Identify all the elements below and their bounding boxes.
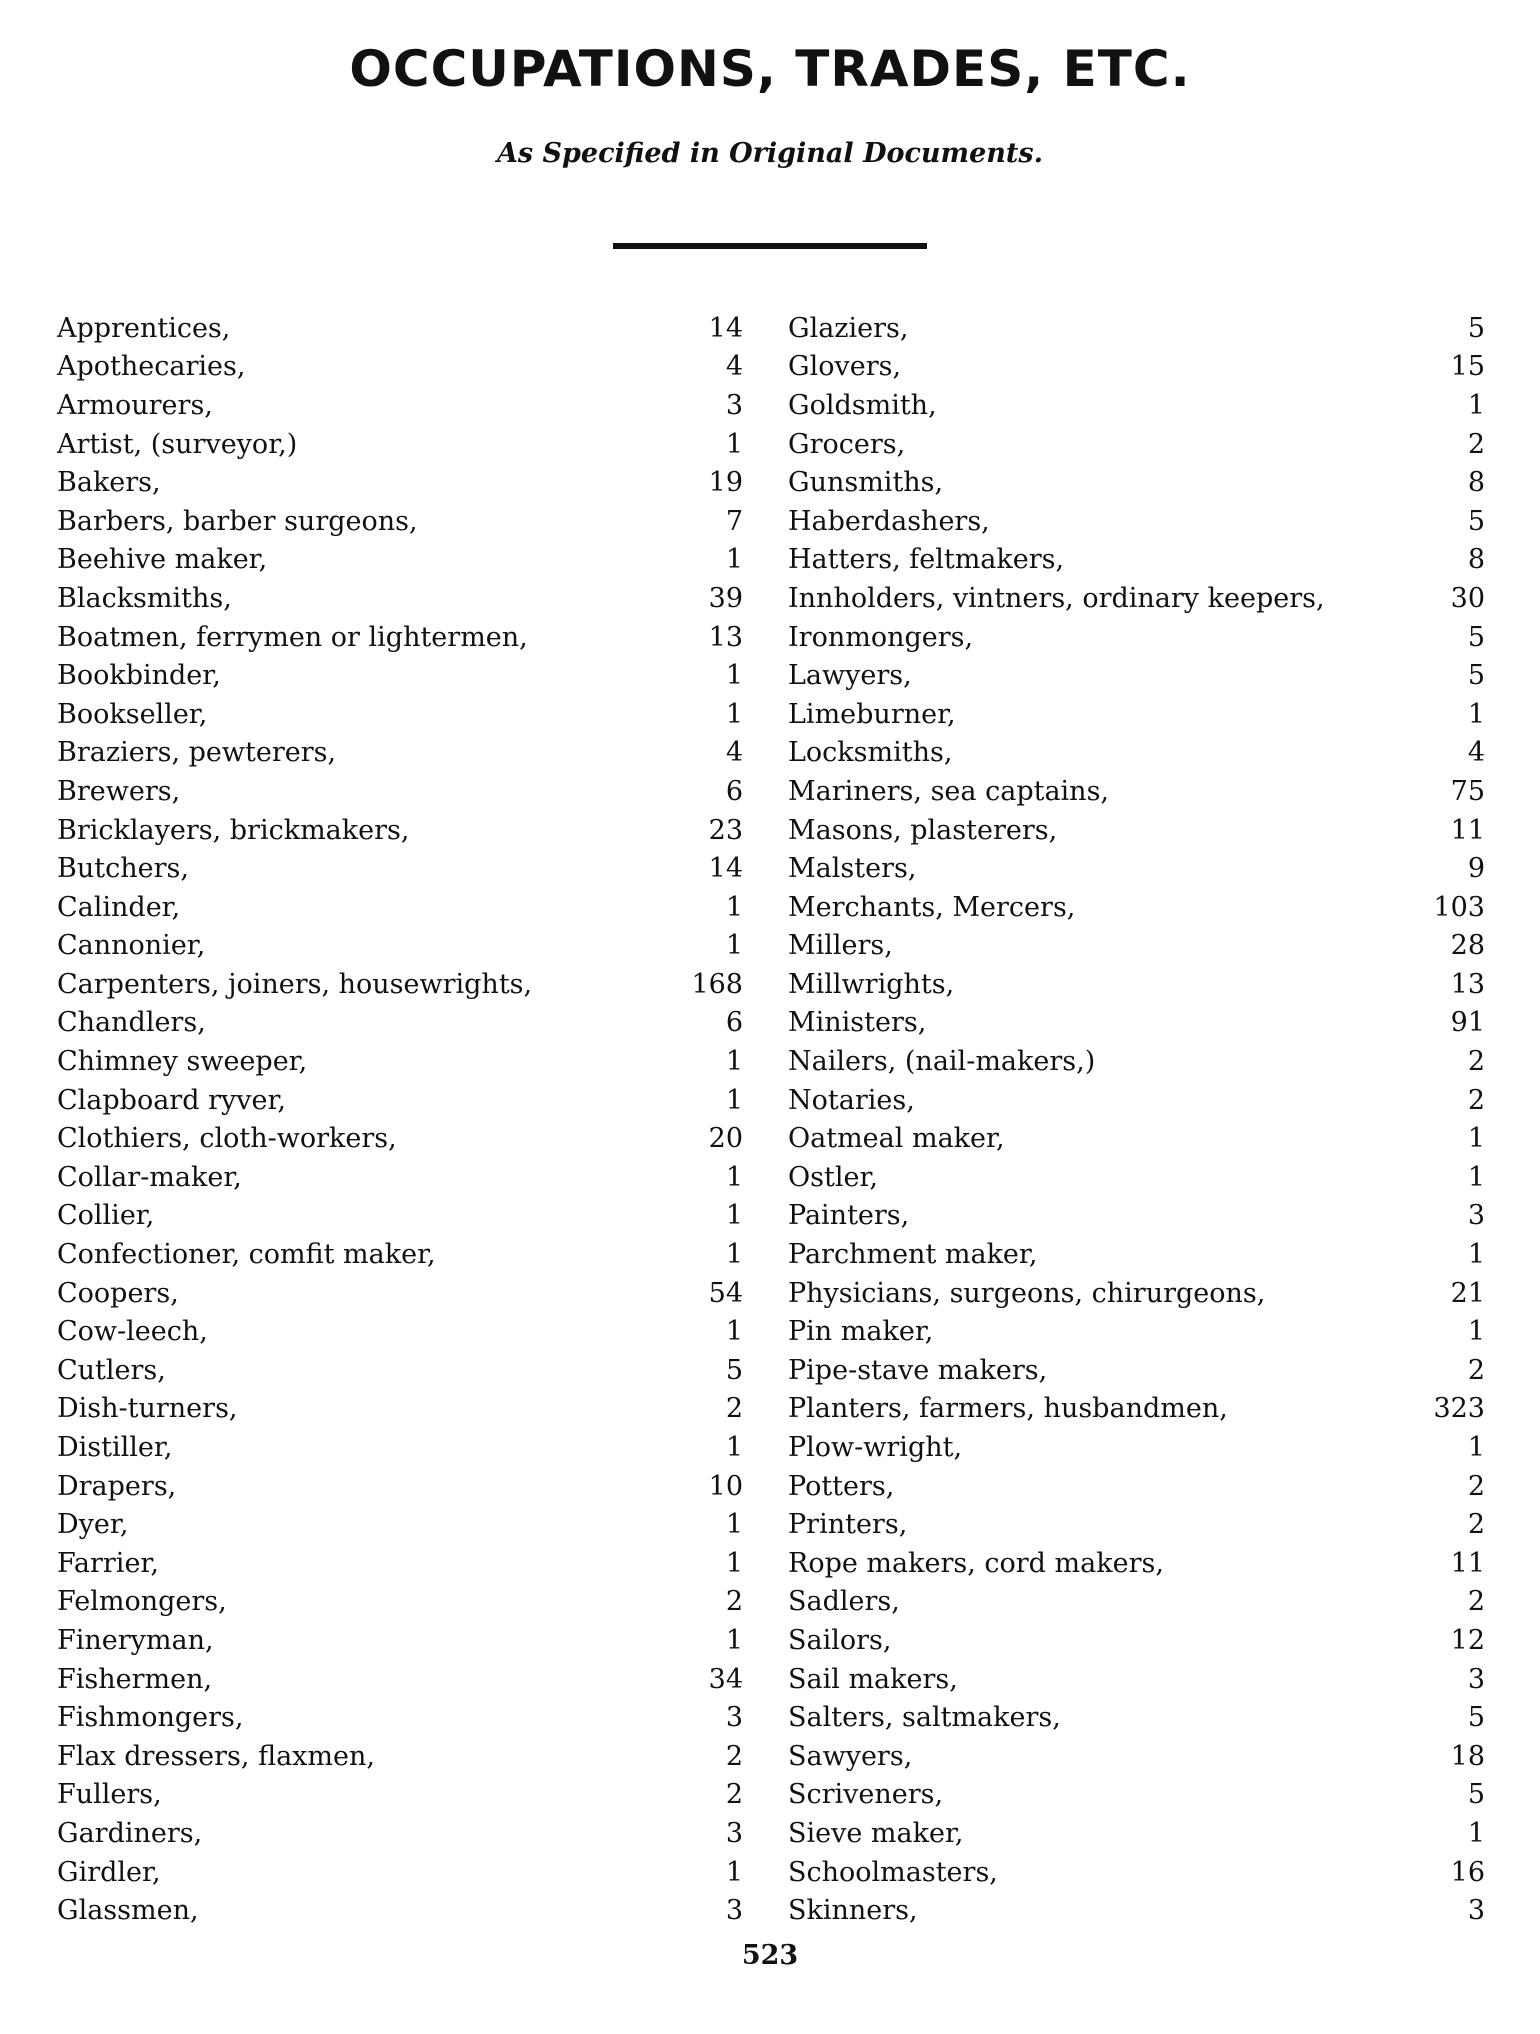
occupation-count: 4 — [1467, 737, 1485, 769]
occupation-count: 5 — [725, 1354, 743, 1386]
occupation-row — [788, 1312, 1485, 1351]
occupation-count: 39 — [708, 582, 743, 614]
occupation-count: 54 — [708, 1277, 743, 1309]
occupation-name: Gardiners, — [57, 1817, 203, 1849]
occupation-row — [788, 1660, 1485, 1699]
occupation-count: 3 — [725, 1702, 743, 1734]
occupation-count: 14 — [708, 312, 743, 344]
occupation-count: 1 — [725, 428, 743, 460]
occupation-name: Lawyers, — [788, 660, 912, 692]
occupation-count: 2 — [725, 1779, 743, 1811]
occupation-count: 14 — [708, 853, 743, 885]
occupation-row — [57, 1042, 743, 1081]
occupation-row — [788, 1428, 1485, 1467]
occupation-name: Chimney sweeper, — [57, 1046, 308, 1078]
occupation-row — [57, 656, 743, 695]
occupation-row — [57, 1621, 743, 1660]
occupation-name: Cutlers, — [57, 1354, 166, 1386]
occupation-count: 1 — [725, 660, 743, 692]
occupation-count: 4 — [725, 737, 743, 769]
occupation-row — [57, 618, 743, 657]
occupation-name: Innholders, vintners, ordinary keepers, — [788, 582, 1325, 614]
occupation-count: 5 — [1467, 660, 1485, 692]
occupation-row — [788, 1891, 1485, 1930]
occupation-count: 2 — [1467, 1470, 1485, 1502]
occupation-row — [57, 1081, 743, 1120]
occupation-row — [788, 1698, 1485, 1737]
occupation-count: 28 — [1450, 930, 1485, 962]
occupation-count: 3 — [1467, 1663, 1485, 1695]
occupation-name: Butchers, — [57, 853, 189, 885]
occupation-name: Fineryman, — [57, 1624, 214, 1656]
occupation-row — [57, 1312, 743, 1351]
occupation-row — [788, 1235, 1485, 1274]
occupation-row — [57, 965, 743, 1004]
occupation-count: 5 — [1467, 312, 1485, 344]
occupation-row — [57, 1158, 743, 1197]
occupation-count: 1 — [1467, 389, 1485, 421]
occupation-count: 10 — [708, 1470, 743, 1502]
occupation-row — [57, 1853, 743, 1892]
occupation-name: Schoolmasters, — [788, 1856, 998, 1888]
occupation-name: Clapboard ryver, — [57, 1084, 286, 1116]
occupation-row — [788, 1737, 1485, 1776]
occupation-row — [788, 1351, 1485, 1390]
occupation-row — [57, 386, 743, 425]
occupation-count: 1 — [725, 1624, 743, 1656]
occupation-name: Glassmen, — [57, 1895, 199, 1927]
occupation-name: Coopers, — [57, 1277, 179, 1309]
occupation-name: Physicians, surgeons, chirurgeons, — [788, 1277, 1266, 1309]
occupation-count: 6 — [725, 1007, 743, 1039]
occupation-name: Ironmongers, — [788, 621, 974, 653]
occupation-count: 1 — [725, 1046, 743, 1078]
occupation-name: Braziers, pewterers, — [57, 737, 337, 769]
occupation-name: Chandlers, — [57, 1007, 206, 1039]
occupation-count: 1 — [725, 1200, 743, 1232]
occupation-count: 1 — [1467, 1316, 1485, 1348]
occupation-name: Fishermen, — [57, 1663, 213, 1695]
occupation-name: Apprentices, — [57, 312, 231, 344]
occupation-row — [57, 695, 743, 734]
occupation-name: Fishmongers, — [57, 1702, 244, 1734]
occupation-name: Collar-maker, — [57, 1161, 242, 1193]
occupation-name: Bookbinder, — [57, 660, 221, 692]
occupation-name: Bricklayers, brickmakers, — [57, 814, 410, 846]
occupation-count: 1 — [725, 1161, 743, 1193]
occupation-name: Millers, — [788, 930, 893, 962]
occupation-count: 1 — [1467, 1161, 1485, 1193]
occupation-count: 13 — [708, 621, 743, 653]
occupation-row — [788, 618, 1485, 657]
occupation-name: Artist, (surveyor,) — [57, 428, 298, 460]
occupation-name: Ostler, — [788, 1161, 878, 1193]
occupation-count: 8 — [1467, 544, 1485, 576]
occupation-count: 2 — [1467, 1046, 1485, 1078]
title-divider — [613, 243, 927, 249]
occupation-name: Distiller, — [57, 1432, 173, 1464]
occupation-name: Parchment maker, — [788, 1239, 1038, 1271]
occupation-count: 3 — [725, 1895, 743, 1927]
occupation-row — [788, 1004, 1485, 1043]
occupation-name: Cannonier, — [57, 930, 206, 962]
occupation-count: 20 — [708, 1123, 743, 1155]
occupation-name: Flax dressers, flaxmen, — [57, 1740, 375, 1772]
occupation-name: Planters, farmers, husbandmen, — [788, 1393, 1228, 1425]
occupation-row — [788, 811, 1485, 850]
occupation-count: 323 — [1433, 1393, 1485, 1425]
occupation-name: Confectioner, comfit maker, — [57, 1239, 436, 1271]
occupation-count: 168 — [691, 968, 743, 1000]
occupation-name: Felmongers, — [57, 1586, 227, 1618]
occupation-row — [788, 965, 1485, 1004]
occupation-name: Collier, — [57, 1200, 155, 1232]
occupation-count: 9 — [1467, 853, 1485, 885]
occupation-name: Pin maker, — [788, 1316, 934, 1348]
occupation-row — [57, 541, 743, 580]
occupation-name: Rope makers, cord makers, — [788, 1547, 1164, 1579]
occupation-count: 1 — [725, 930, 743, 962]
occupation-count: 91 — [1450, 1007, 1485, 1039]
occupation-count: 7 — [725, 505, 743, 537]
page-number: 523 — [741, 1940, 799, 1971]
occupation-name: Pipe-stave makers, — [788, 1354, 1048, 1386]
occupation-row — [57, 309, 743, 348]
occupation-name: Sawyers, — [788, 1740, 913, 1772]
occupation-name: Printers, — [788, 1509, 908, 1541]
occupation-name: Armourers, — [57, 389, 213, 421]
occupation-count: 23 — [708, 814, 743, 846]
occupation-count: 1 — [725, 891, 743, 923]
occupation-count: 34 — [708, 1663, 743, 1695]
occupation-name: Salters, saltmakers, — [788, 1702, 1061, 1734]
occupation-row — [788, 734, 1485, 773]
occupation-row — [788, 502, 1485, 541]
occupation-row — [57, 463, 743, 502]
occupation-name: Sieve maker, — [788, 1817, 964, 1849]
occupation-row — [788, 1197, 1485, 1236]
occupation-row — [788, 695, 1485, 734]
occupation-name: Glaziers, — [788, 312, 909, 344]
occupation-count: 3 — [725, 1817, 743, 1849]
occupation-count: 5 — [1467, 1779, 1485, 1811]
occupation-name: Scriveners, — [788, 1779, 944, 1811]
occupation-count: 21 — [1450, 1277, 1485, 1309]
occupation-row — [788, 772, 1485, 811]
occupation-name: Clothiers, cloth-workers, — [57, 1123, 397, 1155]
occupation-row — [788, 425, 1485, 464]
occupation-count: 13 — [1450, 968, 1485, 1000]
occupation-row — [788, 1158, 1485, 1197]
occupation-count: 1 — [725, 1316, 743, 1348]
occupation-name: Skinners, — [788, 1895, 918, 1927]
occupation-row — [57, 1776, 743, 1815]
occupation-row — [57, 888, 743, 927]
occupation-row — [57, 1467, 743, 1506]
occupation-count: 11 — [1450, 1547, 1485, 1579]
occupation-row — [57, 1390, 743, 1429]
occupation-row — [57, 849, 743, 888]
occupation-row — [57, 1235, 743, 1274]
occupation-count: 2 — [725, 1740, 743, 1772]
occupation-row — [57, 502, 743, 541]
occupation-row — [788, 1081, 1485, 1120]
occupation-row — [57, 811, 743, 850]
occupation-count: 18 — [1450, 1740, 1485, 1772]
occupation-count: 15 — [1450, 351, 1485, 383]
occupation-row — [57, 1737, 743, 1776]
occupation-name: Haberdashers, — [788, 505, 990, 537]
occupation-name: Sailors, — [788, 1624, 892, 1656]
occupation-count: 2 — [1467, 1084, 1485, 1116]
occupation-name: Bakers, — [57, 467, 161, 499]
occupation-count: 2 — [1467, 1354, 1485, 1386]
occupation-count: 1 — [725, 1547, 743, 1579]
occupation-count: 1 — [1467, 698, 1485, 730]
occupation-count: 1 — [1467, 1817, 1485, 1849]
occupation-row — [57, 1004, 743, 1043]
occupation-name: Millwrights, — [788, 968, 955, 1000]
occupation-name: Cow-leech, — [57, 1316, 208, 1348]
occupation-name: Merchants, Mercers, — [788, 891, 1076, 923]
occupation-row — [57, 1505, 743, 1544]
occupation-name: Farrier, — [57, 1547, 159, 1579]
left-column-list — [57, 309, 743, 1930]
occupation-row — [788, 888, 1485, 927]
occupation-name: Sail makers, — [788, 1663, 958, 1695]
occupation-row — [788, 541, 1485, 580]
occupation-row — [788, 348, 1485, 387]
occupation-name: Dyer, — [57, 1509, 129, 1541]
occupation-name: Barbers, barber surgeons, — [57, 505, 418, 537]
occupation-row — [788, 1119, 1485, 1158]
occupation-row — [788, 1621, 1485, 1660]
occupation-name: Blacksmiths, — [57, 582, 232, 614]
occupation-name: Limeburner, — [788, 698, 956, 730]
occupation-count: 1 — [725, 1856, 743, 1888]
page-title: OCCUPATIONS, TRADES, ETC. — [349, 40, 1191, 98]
occupation-name: Grocers, — [788, 428, 906, 460]
occupation-row — [57, 1544, 743, 1583]
occupation-name: Girdler, — [57, 1856, 161, 1888]
occupation-name: Potters, — [788, 1470, 895, 1502]
occupation-row — [788, 1544, 1485, 1583]
occupation-count: 2 — [1467, 428, 1485, 460]
occupation-count: 3 — [1467, 1200, 1485, 1232]
occupation-row — [788, 309, 1485, 348]
occupation-row — [788, 1814, 1485, 1853]
occupation-row — [788, 1776, 1485, 1815]
occupation-count: 1 — [725, 1084, 743, 1116]
occupation-count: 5 — [1467, 505, 1485, 537]
occupation-row — [57, 1428, 743, 1467]
occupation-row — [57, 927, 743, 966]
occupation-name: Malsters, — [788, 853, 917, 885]
occupation-count: 1 — [725, 698, 743, 730]
occupation-name: Masons, plasterers, — [788, 814, 1058, 846]
occupation-row — [788, 656, 1485, 695]
occupation-row — [788, 1467, 1485, 1506]
occupation-count: 1 — [725, 1509, 743, 1541]
occupation-row — [57, 1891, 743, 1930]
occupation-row — [57, 1119, 743, 1158]
occupation-name: Dish-turners, — [57, 1393, 238, 1425]
occupation-count: 3 — [1467, 1895, 1485, 1927]
occupation-count: 6 — [725, 775, 743, 807]
occupation-row — [788, 579, 1485, 618]
occupation-row — [57, 1197, 743, 1236]
occupation-count: 1 — [1467, 1239, 1485, 1271]
occupation-name: Drapers, — [57, 1470, 177, 1502]
occupation-name: Notaries, — [788, 1084, 915, 1116]
occupation-name: Painters, — [788, 1200, 910, 1232]
occupation-name: Oatmeal maker, — [788, 1123, 1005, 1155]
occupation-name: Boatmen, ferrymen or lightermen, — [57, 621, 528, 653]
occupation-name: Glovers, — [788, 351, 902, 383]
occupation-count: 2 — [725, 1393, 743, 1425]
occupation-name: Carpenters, joiners, housewrights, — [57, 968, 533, 1000]
occupation-name: Gunsmiths, — [788, 467, 944, 499]
occupation-count: 3 — [725, 389, 743, 421]
occupation-count: 8 — [1467, 467, 1485, 499]
occupation-name: Plow-wright, — [788, 1432, 963, 1464]
right-column-list — [788, 309, 1485, 1930]
occupation-row — [57, 1351, 743, 1390]
occupation-row — [57, 348, 743, 387]
occupation-name: Goldsmith, — [788, 389, 937, 421]
occupation-row — [57, 1274, 743, 1313]
occupation-name: Calinder, — [57, 891, 181, 923]
occupation-name: Apothecaries, — [57, 351, 246, 383]
occupation-row — [57, 772, 743, 811]
occupation-count: 1 — [725, 544, 743, 576]
occupation-row — [57, 1698, 743, 1737]
occupation-name: Ministers, — [788, 1007, 927, 1039]
page-subtitle: As Specified in Original Documents. — [496, 138, 1044, 169]
occupation-row — [788, 849, 1485, 888]
occupation-count: 19 — [708, 467, 743, 499]
occupation-name: Hatters, feltmakers, — [788, 544, 1065, 576]
occupation-row — [788, 386, 1485, 425]
occupation-count: 5 — [1467, 1702, 1485, 1734]
occupation-row — [788, 463, 1485, 502]
occupation-count: 2 — [1467, 1586, 1485, 1618]
occupation-count: 5 — [1467, 621, 1485, 653]
occupation-row — [57, 425, 743, 464]
occupation-row — [788, 1390, 1485, 1429]
occupation-row — [57, 579, 743, 618]
occupation-name: Locksmiths, — [788, 737, 953, 769]
occupation-name: Sadlers, — [788, 1586, 900, 1618]
occupation-count: 2 — [1467, 1509, 1485, 1541]
occupation-row — [57, 734, 743, 773]
occupation-count: 1 — [725, 1432, 743, 1464]
occupation-count: 11 — [1450, 814, 1485, 846]
occupation-count: 103 — [1433, 891, 1485, 923]
occupation-count: 12 — [1450, 1624, 1485, 1656]
occupation-count: 1 — [1467, 1123, 1485, 1155]
occupation-name: Brewers, — [57, 775, 181, 807]
occupation-count: 1 — [725, 1239, 743, 1271]
occupation-row — [57, 1814, 743, 1853]
occupation-count: 1 — [1467, 1432, 1485, 1464]
occupation-row — [788, 927, 1485, 966]
occupation-count: 4 — [725, 351, 743, 383]
occupation-row — [788, 1042, 1485, 1081]
occupation-count: 2 — [725, 1586, 743, 1618]
occupation-count: 16 — [1450, 1856, 1485, 1888]
occupation-name: Beehive maker, — [57, 544, 268, 576]
occupation-name: Fullers, — [57, 1779, 162, 1811]
occupation-row — [788, 1583, 1485, 1622]
occupation-count: 30 — [1450, 582, 1485, 614]
occupation-row — [788, 1853, 1485, 1892]
occupation-row — [788, 1274, 1485, 1313]
occupation-row — [57, 1583, 743, 1622]
occupation-count: 75 — [1450, 775, 1485, 807]
occupation-name: Bookseller, — [57, 698, 208, 730]
occupation-name: Mariners, sea captains, — [788, 775, 1110, 807]
occupation-row — [788, 1505, 1485, 1544]
occupation-row — [57, 1660, 743, 1699]
occupation-name: Nailers, (nail-makers,) — [788, 1046, 1096, 1078]
